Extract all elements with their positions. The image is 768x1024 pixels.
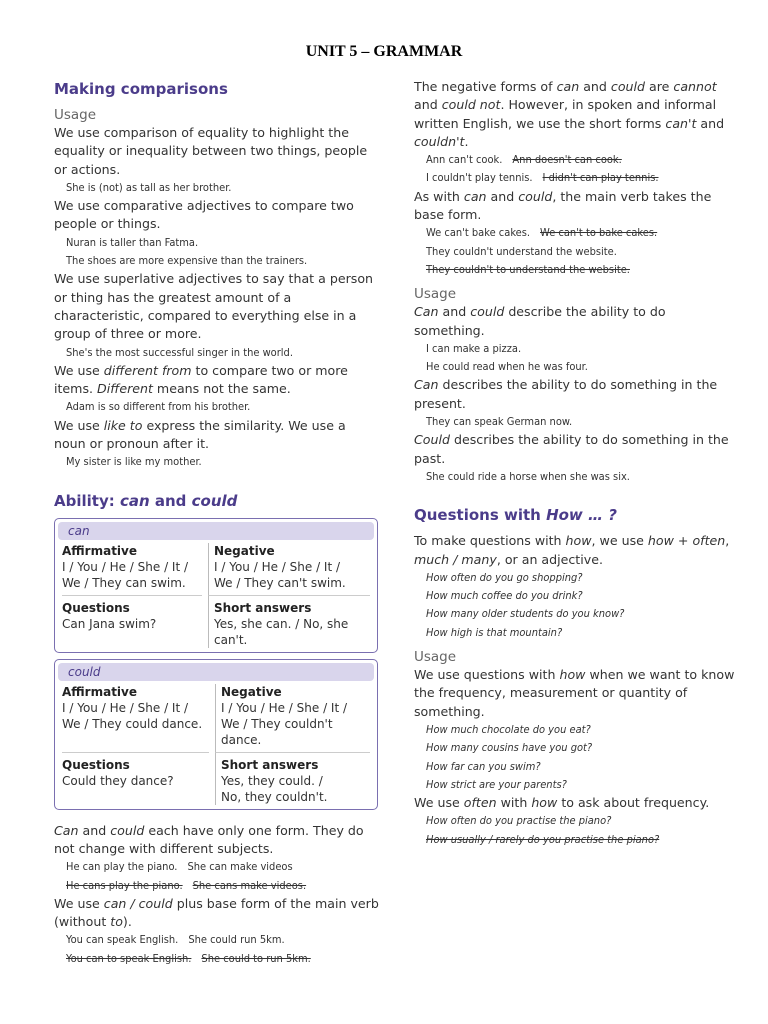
left-column bbox=[54, 78, 379, 968]
paragraph: As with can and could, the main verb takes the base form. bbox=[414, 188, 712, 223]
affirmative-cell: Affirmative I / You / He / She / It / We / They could dance. bbox=[62, 684, 209, 753]
negative-cell: Negative I / You / He / She / It / We / They can't swim. bbox=[208, 543, 370, 596]
affirmative-cell: Affirmative I / You / He / She / It / We / They can swim. bbox=[62, 543, 202, 596]
incorrect-example: How usually / rarely do you practise the piano? bbox=[426, 832, 660, 846]
example: How strict are your parents? bbox=[426, 777, 567, 791]
example: How high is that mountain? bbox=[426, 625, 563, 639]
paragraph: We use can / could plus base form of the main verb (without to). bbox=[54, 895, 379, 930]
example: They can speak German now. bbox=[426, 415, 573, 429]
example: How often do you go shopping? bbox=[426, 570, 583, 584]
paragraph: We use different from to compare two or more items. Different means not the same. bbox=[54, 362, 348, 397]
example: I can make a pizza. bbox=[426, 341, 522, 355]
example: How many older students do you know? bbox=[426, 607, 625, 621]
example: How much coffee do you drink? bbox=[426, 589, 583, 603]
example: She is (not) as tall as her brother. bbox=[66, 180, 232, 194]
negative-cell: Negative I / You / He / She / It / We / They couldn't dance. bbox=[215, 684, 370, 753]
paragraph: Can describes the ability to do something in the present. bbox=[414, 377, 718, 411]
example: They couldn't understand the website. bbox=[426, 244, 617, 258]
incorrect-example: They couldn't to understand the website. bbox=[426, 262, 630, 276]
paragraph: The negative forms of can and could are cannot and could not. However, in spoken and informal written English, we use the short forms can't and couldn't. bbox=[414, 79, 725, 149]
paragraph: Could describes the ability to do something in the past. bbox=[414, 432, 729, 466]
example: She's the most successful singer in the world. bbox=[66, 345, 293, 359]
example: He could read when he was four. bbox=[426, 360, 588, 374]
section-title-making-comparisons: Making comparisons bbox=[54, 80, 228, 98]
example: Ann can't cook. Ann doesn't can cook. bbox=[426, 153, 622, 167]
example: How many cousins have you got? bbox=[426, 741, 593, 755]
example: The shoes are more expensive than the trainers. bbox=[66, 254, 308, 268]
example: You can speak English. She could run 5km. bbox=[66, 933, 285, 947]
short-answers-cell: Short answers Yes, she can. / No, she can't. bbox=[208, 596, 370, 648]
example: How much chocolate do you eat? bbox=[426, 722, 591, 736]
usage-heading: Usage bbox=[414, 286, 457, 303]
paragraph: We use superlative adjectives to say that a person or thing has the greatest amount of a characteristic, compared to everything else in a group of three or more. bbox=[54, 271, 374, 342]
example: My sister is like my mother. bbox=[66, 455, 202, 469]
paragraph: To make questions with how, we use how + often, much / many, or an adjective. bbox=[414, 533, 730, 567]
section-title-ability: Ability: can and could bbox=[54, 491, 238, 510]
box-header-could: could bbox=[58, 663, 374, 681]
example: He can play the piano. She can make videos bbox=[66, 860, 293, 874]
can-grammar-box bbox=[54, 518, 378, 653]
box-header-can: can bbox=[58, 522, 374, 540]
example: How often do you practise the piano? bbox=[426, 814, 612, 828]
right-column bbox=[414, 78, 738, 849]
questions-cell: Questions Could they dance? bbox=[62, 757, 174, 788]
example: Nuran is taller than Fatma. bbox=[66, 235, 199, 249]
example: We can't bake cakes. We can't to bake cakes. bbox=[426, 226, 658, 240]
questions-cell: Questions Can Jana swim? bbox=[62, 600, 157, 631]
paragraph: We use comparative adjectives to compare two people or things. bbox=[54, 198, 354, 232]
paragraph: Can and could each have only one form. They do not change with different subjects. bbox=[54, 822, 364, 856]
paragraph: We use comparison of equality to highlight the equality or inequality between two things, people or actions. bbox=[54, 125, 368, 177]
example: Adam is so different from his brother. bbox=[66, 400, 251, 414]
paragraph: Can and could describe the ability to do something. bbox=[414, 304, 666, 338]
incorrect-example: He cans play the piano. She cans make videos. bbox=[66, 878, 307, 892]
short-answers-cell: Short answers Yes, they could. / No, they couldn't. bbox=[215, 753, 370, 805]
paragraph: We use often with how to ask about frequency. bbox=[414, 795, 710, 811]
section-title-questions-with-how: Questions with How … ? bbox=[414, 506, 617, 525]
page-title: UNIT 5 – GRAMMAR bbox=[305, 43, 463, 60]
example: I couldn't play tennis. I didn't can play tennis. bbox=[426, 171, 659, 185]
usage-heading: Usage bbox=[414, 649, 457, 666]
incorrect-example: You can to speak English. She could to run 5km. bbox=[66, 951, 311, 965]
example: She could ride a horse when she was six. bbox=[426, 469, 630, 483]
usage-heading: Usage bbox=[54, 107, 97, 123]
paragraph: We use like to express the similarity. We use a noun or pronoun after it. bbox=[54, 417, 346, 452]
could-grammar-box bbox=[54, 659, 378, 810]
paragraph: We use questions with how when we want to know the frequency, measurement or quantity of something. bbox=[414, 667, 735, 719]
example: How far can you swim? bbox=[426, 759, 541, 773]
